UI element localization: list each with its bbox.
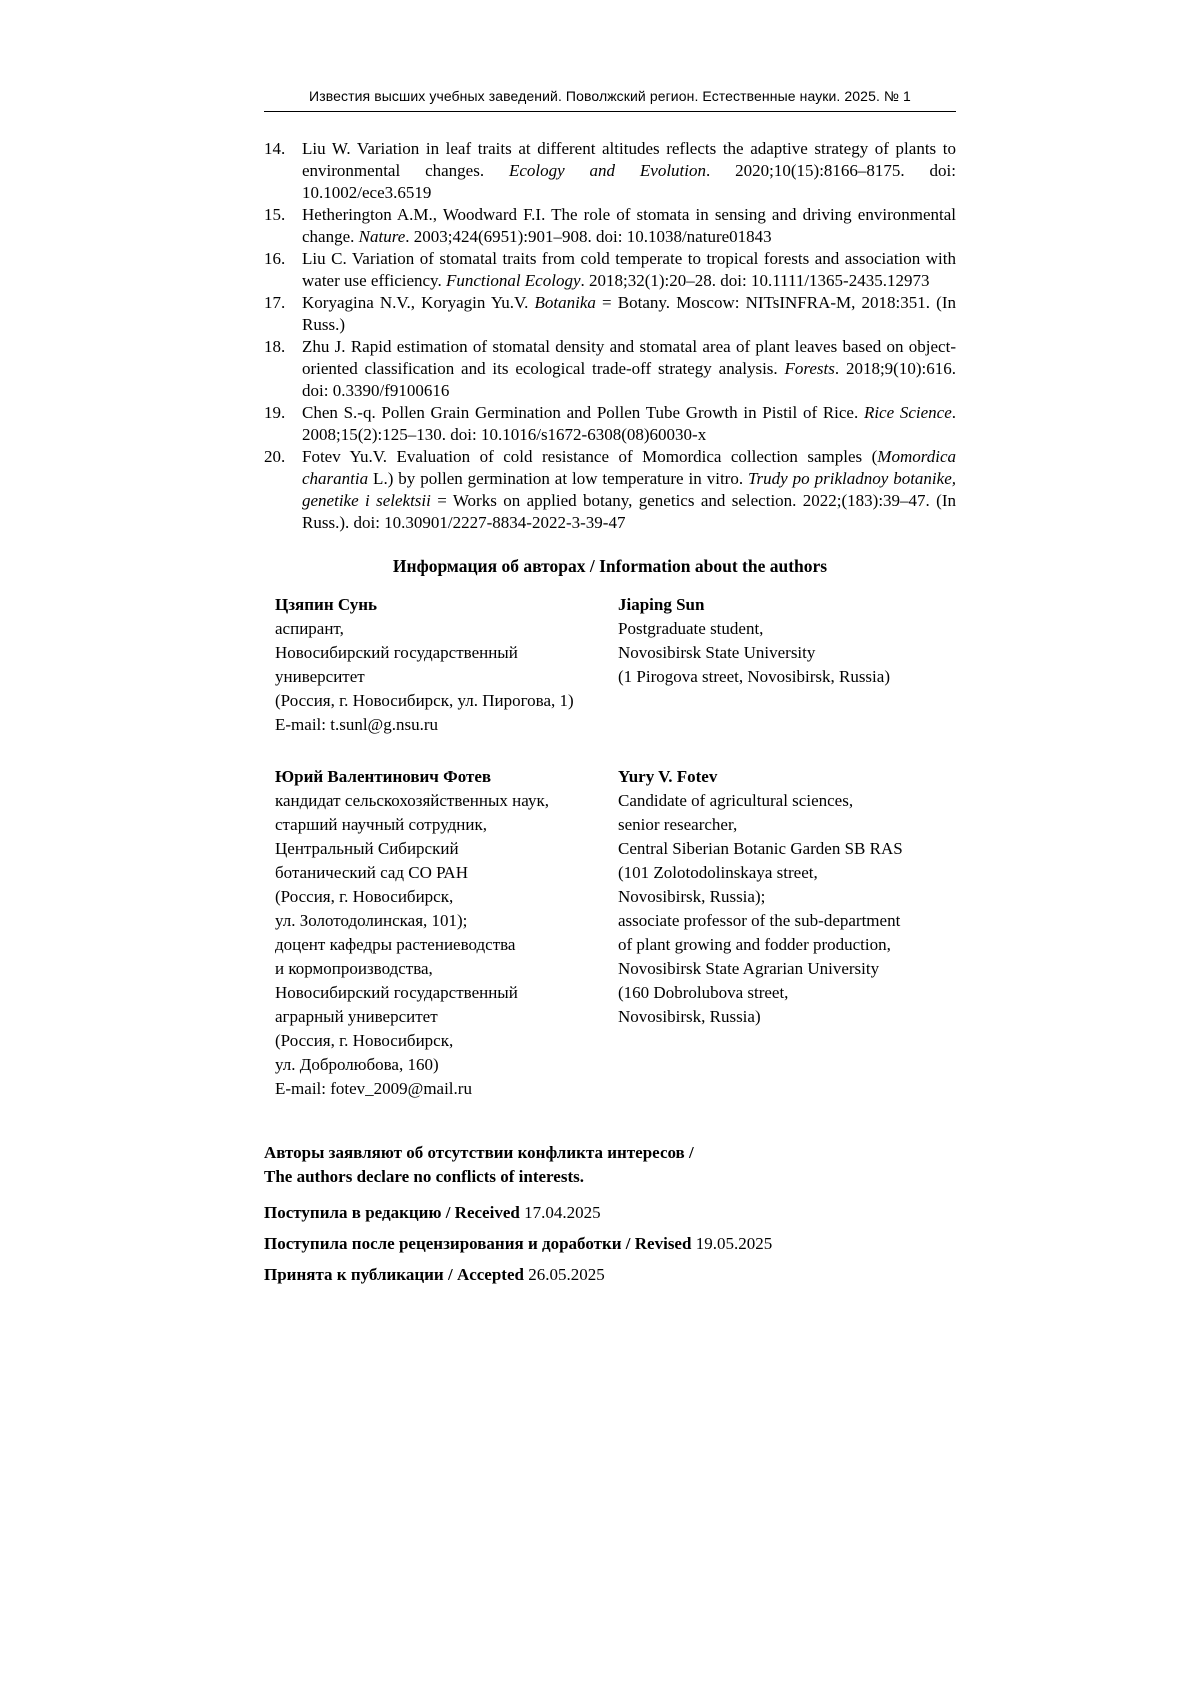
date-value: 19.05.2025 bbox=[695, 1234, 773, 1253]
author-detail-line: of plant growing and fodder production, bbox=[618, 935, 891, 954]
page-footer bbox=[264, 1141, 956, 1286]
author-detail-line: аграрный университет bbox=[275, 1007, 438, 1026]
author-detail-line: E-mail: fotev_2009@mail.ru bbox=[275, 1079, 472, 1098]
author-detail-line: старший научный сотрудник, bbox=[275, 815, 487, 834]
author-detail-line: кандидат сельскохозяйственных наук, bbox=[275, 791, 549, 810]
author-right-column bbox=[618, 765, 956, 1101]
reference-segment: . 2020;10(15):8166–8175. doi: 10.1002/ece3.6519 bbox=[302, 161, 956, 202]
reference-segment: Liu C. Variation of stomatal traits from cold temperate to tropical forests and association with water use efficiency. bbox=[302, 249, 956, 290]
author-detail-line: associate professor of the sub-department bbox=[618, 911, 901, 930]
author-detail-line: Новосибирский государственный bbox=[275, 643, 518, 662]
reference-text bbox=[302, 336, 956, 402]
date-line bbox=[264, 1264, 956, 1286]
author-detail-line: Novosibirsk State University bbox=[618, 643, 816, 662]
reference-italic-segment: Nature bbox=[358, 227, 406, 246]
page-header bbox=[264, 88, 956, 112]
reference-item bbox=[264, 138, 956, 204]
author-detail-line: Novosibirsk, Russia); bbox=[618, 887, 766, 906]
author-detail-line: (Россия, г. Новосибирск, bbox=[275, 887, 454, 906]
reference-segment: . 2018;9(10):616. doi: 0.3390/f9100616 bbox=[302, 359, 956, 400]
author-detail-line: Central Siberian Botanic Garden SB RAS bbox=[618, 839, 903, 858]
conflict-statement-line2: The authors declare no conflicts of interests. bbox=[264, 1167, 584, 1186]
author-block bbox=[275, 765, 956, 1101]
reference-item bbox=[264, 204, 956, 248]
author-right-column bbox=[618, 593, 956, 737]
date-label: Поступила после рецензирования и доработки / Revised bbox=[264, 1234, 696, 1253]
author-name: Yury V. Fotev bbox=[618, 767, 718, 786]
submission-dates bbox=[264, 1202, 956, 1286]
reference-item bbox=[264, 402, 956, 446]
author-detail-line: (Россия, г. Новосибирск, ул. Пирогова, 1) bbox=[275, 691, 574, 710]
reference-segment: = Botany. Moscow: NITsINFRA-M, 2018:351. (In Russ.) bbox=[302, 293, 956, 334]
reference-item bbox=[264, 248, 956, 292]
reference-italic-segment: Botanika bbox=[534, 293, 596, 312]
reference-number: 14. bbox=[264, 139, 286, 158]
author-detail-line: senior researcher, bbox=[618, 815, 738, 834]
reference-italic-segment: Momordica charantia bbox=[302, 447, 956, 488]
reference-italic-segment: Ecology and Evolution bbox=[508, 161, 707, 180]
author-block bbox=[275, 593, 956, 737]
author-detail-line: Центральный Сибирский bbox=[275, 839, 459, 858]
reference-segment: Hetherington A.M., Woodward F.I. The role of stomata in sensing and driving environmental change. bbox=[302, 205, 956, 246]
author-detail-line: и кормопроизводства, bbox=[275, 959, 433, 978]
reference-item bbox=[264, 292, 956, 336]
author-left-column bbox=[275, 765, 618, 1101]
reference-item bbox=[264, 446, 956, 534]
reference-number: 15. bbox=[264, 205, 286, 224]
conflict-statement bbox=[264, 1141, 956, 1189]
reference-segment: Liu W. Variation in leaf traits at different altitudes reflects the adaptive strategy of plants to environmental changes. bbox=[302, 139, 956, 180]
author-detail-line: Postgraduate student, bbox=[618, 619, 764, 638]
author-detail-line: Новосибирский государственный bbox=[275, 983, 518, 1002]
references-list bbox=[264, 138, 956, 534]
author-name: Юрий Валентинович Фотев bbox=[275, 767, 492, 786]
authors-blocks bbox=[264, 593, 956, 1101]
date-label: Поступила в редакцию / Received bbox=[264, 1203, 525, 1222]
page-content bbox=[264, 0, 956, 1286]
reference-text bbox=[302, 292, 956, 336]
author-detail-line: доцент кафедры растениеводства bbox=[275, 935, 516, 954]
reference-segment: Koryagina N.V., Koryagin Yu.V. bbox=[302, 293, 535, 312]
reference-italic-segment: Forests bbox=[784, 359, 835, 378]
author-detail-line: Candidate of agricultural sciences, bbox=[618, 791, 854, 810]
reference-segment: Fotev Yu.V. Evaluation of cold resistance of Momordica collection samples ( bbox=[302, 447, 878, 466]
author-detail-line: аспирант, bbox=[275, 619, 344, 638]
reference-item bbox=[264, 336, 956, 402]
author-detail-line: (101 Zolotodolinskaya street, bbox=[618, 863, 818, 882]
date-label: Принята к публикации / Accepted bbox=[264, 1265, 529, 1284]
author-detail-line: (1 Pirogova street, Novosibirsk, Russia) bbox=[618, 667, 890, 686]
author-detail-line: (Россия, г. Новосибирск, bbox=[275, 1031, 454, 1050]
date-line bbox=[264, 1233, 956, 1255]
reference-segment: . 2003;424(6951):901–908. doi: 10.1038/nature01843 bbox=[405, 227, 772, 246]
author-detail-line: E-mail: t.sunl@g.nsu.ru bbox=[275, 715, 438, 734]
author-detail-line: ботанический сад СО РАН bbox=[275, 863, 468, 882]
reference-italic-segment: Rice Science bbox=[863, 403, 952, 422]
reference-text bbox=[302, 138, 956, 204]
date-line bbox=[264, 1202, 956, 1224]
reference-segment: Chen S.-q. Pollen Grain Germination and Pollen Tube Growth in Pistil of Rice. bbox=[302, 403, 864, 422]
reference-segment: L.) by pollen germination at low temperature in vitro. bbox=[368, 469, 749, 488]
reference-italic-segment: Trudy po prikladnoy botanike, genetike i selektsii bbox=[302, 469, 956, 510]
author-detail-line: ул. Добролюбова, 160) bbox=[275, 1055, 439, 1074]
reference-text bbox=[302, 248, 956, 292]
date-value: 17.04.2025 bbox=[524, 1203, 601, 1222]
reference-text bbox=[302, 402, 956, 446]
running-head: Известия высших учебных заведений. Поволжский регион. Естественные науки. 2025. № 1 bbox=[309, 88, 911, 104]
authors-section-heading: Информация об авторах / Information about the authors bbox=[392, 556, 828, 576]
reference-segment: . 2018;32(1):20–28. doi: 10.1111/1365-2435.12973 bbox=[580, 271, 930, 290]
author-detail-line: Novosibirsk State Agrarian University bbox=[618, 959, 880, 978]
reference-number: 16. bbox=[264, 249, 286, 268]
author-name: Jiaping Sun bbox=[618, 595, 705, 614]
reference-number: 20. bbox=[264, 447, 286, 466]
author-left-column bbox=[275, 593, 618, 737]
author-name: Цзяпин Сунь bbox=[275, 595, 378, 614]
reference-italic-segment: Functional Ecology bbox=[445, 271, 581, 290]
date-value: 26.05.2025 bbox=[528, 1265, 605, 1284]
reference-segment: = Works on applied botany, genetics and selection. 2022;(183):39–47. (In Russ.). doi: 10.30901/2227-8834-2022-3-39-47 bbox=[302, 491, 956, 532]
author-detail-line: университет bbox=[275, 667, 365, 686]
header-rule bbox=[264, 111, 956, 112]
reference-number: 17. bbox=[264, 293, 286, 312]
conflict-statement-line1: Авторы заявляют об отсутствии конфликта интересов / bbox=[264, 1143, 694, 1162]
author-detail-line: ул. Золотодолинская, 101); bbox=[275, 911, 468, 930]
reference-number: 19. bbox=[264, 403, 286, 422]
reference-segment: Zhu J. Rapid estimation of stomatal density and stomatal area of plant leaves based on object-oriented classification and its ecological trade-off strategy analysis. bbox=[302, 337, 956, 378]
reference-text bbox=[302, 446, 956, 534]
reference-text bbox=[302, 204, 956, 248]
reference-number: 18. bbox=[264, 337, 286, 356]
author-detail-line: Novosibirsk, Russia) bbox=[618, 1007, 761, 1026]
author-detail-line: (160 Dobrolubova street, bbox=[618, 983, 789, 1002]
reference-segment: . 2008;15(2):125–130. doi: 10.1016/s1672-6308(08)60030-x bbox=[302, 403, 956, 444]
